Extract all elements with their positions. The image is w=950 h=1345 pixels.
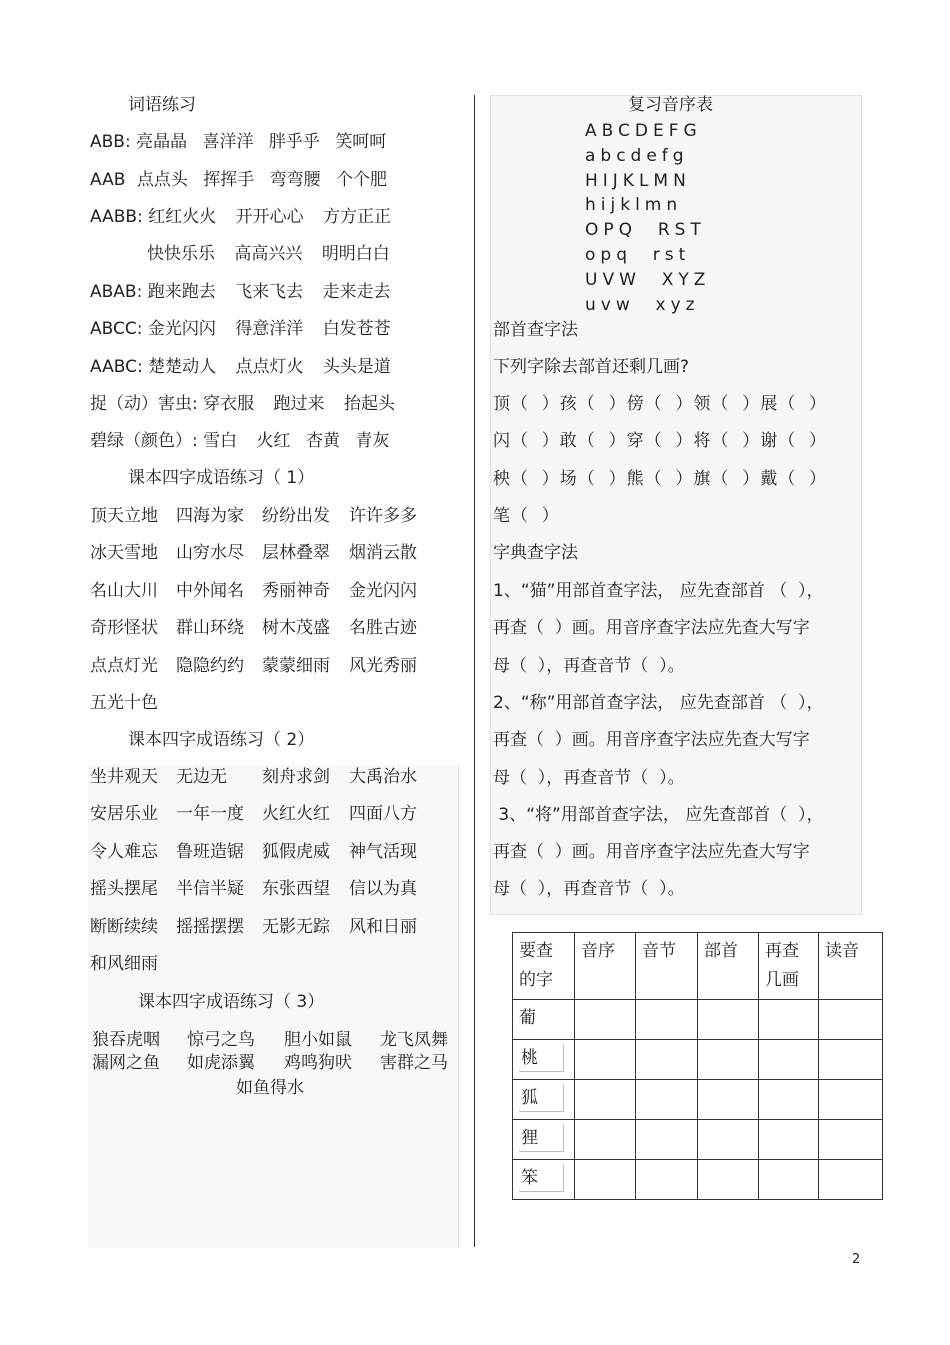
word: 胖乎乎 [268, 132, 320, 152]
alphabet-row: OPQ RST [585, 220, 706, 241]
alphabet-row: abcdefg [585, 145, 689, 166]
idiom-item: 惊弓之鸟 [187, 1030, 255, 1050]
word: 青灰 [355, 431, 390, 451]
word: 头头是道 [322, 357, 391, 377]
word: 挥挥手 [203, 170, 255, 190]
idiom-item: 隐隐约约 [176, 655, 244, 676]
idiom-item: 五光十色 [90, 693, 158, 713]
idiom-item: 奇形怪状 [90, 618, 158, 639]
word: 点点头 [136, 170, 188, 190]
answer-cell[interactable] [759, 1000, 819, 1040]
word: 雪白 [203, 431, 238, 451]
row-label: ABAB: [90, 282, 143, 302]
dictionary-line: 2、“称”用部首查字法， 应先查部首 （ ）， [493, 692, 824, 713]
aabb-row [90, 207, 391, 227]
dictionary-line: 母（ ），再查音节（ ）。 [493, 655, 685, 676]
row-label: ABCC: [90, 319, 143, 339]
idiom-item: 无边无 [176, 767, 227, 787]
alphabet-row: opq rst [585, 245, 691, 265]
idiom-item: 漏网之鱼 [92, 1053, 160, 1073]
section-title-idioms-1: 课本四字成语练习（ 1） [128, 468, 315, 488]
idiom-item: 鸡鸣狗吠 [284, 1053, 352, 1073]
word: 弯弯腰 [269, 170, 321, 190]
idiom-item: 群山环绕 [176, 618, 244, 639]
header-cell: 读音 [819, 933, 883, 1000]
word: 跑来跑去 [147, 282, 216, 302]
alphabet-row: UVW XYZ [585, 269, 711, 290]
abcc-row [90, 319, 391, 339]
alphabet-title: 复习音序表 [628, 95, 713, 115]
section-title-word-practice: 词语练习 [128, 95, 196, 115]
section-title-idioms-2: 课本四字成语练习（ 2） [128, 730, 315, 750]
idiom-item: 东张西望 [262, 879, 330, 900]
idiom-item: 名胜古迹 [349, 618, 417, 639]
alphabet-row: ABCDEFG [585, 121, 702, 141]
radical-row: 笔（ ） [493, 505, 560, 526]
page-number: 2 [852, 1252, 861, 1267]
idiom-item: 火红火红 [262, 804, 330, 825]
answer-cell[interactable] [636, 1120, 698, 1160]
idiom-item: 冰天雪地 [90, 543, 158, 564]
idiom-item: 刻舟求剑 [262, 767, 330, 787]
answer-cell[interactable] [698, 1160, 759, 1200]
lookup-char: 葡 [513, 1000, 575, 1040]
table-row [513, 1160, 883, 1200]
radical-method-title: 部首查字法 [493, 320, 578, 340]
idiom-item: 害群之马 [380, 1053, 448, 1073]
idiom-item: 四面八方 [349, 804, 417, 825]
answer-cell[interactable] [636, 1000, 698, 1040]
word: 开开心心 [235, 207, 304, 227]
answer-cell[interactable] [698, 1080, 759, 1120]
idiom-item: 风和日丽 [349, 916, 417, 937]
row-label: AABB: [90, 207, 143, 227]
idiom-item: 层林叠翠 [262, 543, 330, 564]
word: 红红火火 [148, 207, 217, 227]
dictionary-line: 3、“将”用部首查字法， 应先查部首（ ）， [493, 804, 824, 825]
radical-row: 秧（ ）场（ ）熊（ ）旗（ ）戴（ ） [493, 468, 828, 489]
lookup-char-cell [513, 1160, 575, 1200]
answer-cell[interactable] [636, 1080, 698, 1120]
answer-cell[interactable] [636, 1040, 698, 1080]
word: 穿衣服 [203, 394, 255, 414]
answer-cell[interactable] [759, 1160, 819, 1200]
idiom-item: 和风细雨 [90, 954, 158, 974]
idiom-item: 半信半疑 [176, 879, 244, 900]
table-row [513, 1040, 883, 1080]
aab-row [90, 170, 387, 190]
idiom-item: 鲁班造锯 [176, 841, 244, 862]
aabc-row [90, 357, 391, 377]
idiom-item: 大禹治水 [349, 767, 417, 787]
answer-cell[interactable] [575, 1160, 636, 1200]
dictionary-line: 再查（ ）画。用音序查字法应先查大写字 [493, 618, 810, 639]
answer-cell[interactable] [575, 1040, 636, 1080]
answer-cell[interactable] [819, 1160, 883, 1200]
idiom-item: 点点灯光 [90, 655, 158, 676]
lookup-char: 桃 [519, 1045, 564, 1072]
row-label: AABC: [90, 357, 143, 377]
idiom-item: 如虎添翼 [187, 1053, 255, 1073]
word: 方方正正 [323, 207, 392, 227]
lookup-char-cell [513, 1080, 575, 1120]
header-cell: 音节 [636, 933, 698, 1000]
idiom-item: 如鱼得水 [236, 1078, 304, 1098]
header-cell: 音序 [575, 933, 636, 1000]
idiom-item: 坐井观天 [90, 767, 158, 787]
dictionary-line: 再查（ ）画。用音序查字法应先查大写字 [493, 730, 810, 751]
table-row [513, 1000, 883, 1040]
answer-cell[interactable] [819, 1040, 883, 1080]
catch-insect-row [90, 394, 395, 414]
dictionary-method-title: 字典查字法 [493, 543, 578, 563]
idiom-item: 神气活现 [349, 841, 417, 862]
idiom-item: 信以为真 [349, 879, 417, 900]
idiom-item: 蒙蒙细雨 [262, 655, 330, 676]
idiom-item: 名山大川 [90, 580, 158, 601]
answer-cell[interactable] [698, 1000, 759, 1040]
word: 得意洋洋 [235, 319, 304, 339]
answer-cell[interactable] [819, 1000, 883, 1040]
alphabet-row: hijklmn [585, 195, 683, 216]
dictionary-line: 母（ ），再查音节（ ）。 [493, 879, 685, 900]
idiom-item: 秀丽神奇 [262, 580, 330, 601]
answer-cell[interactable] [759, 1080, 819, 1120]
answer-cell[interactable] [575, 1120, 636, 1160]
word: 白发苍苍 [322, 319, 391, 339]
answer-cell[interactable] [575, 1000, 636, 1040]
idiom-item: 一年一度 [176, 804, 244, 825]
idiom-item: 金光闪闪 [349, 580, 417, 601]
lookup-char: 笨 [519, 1165, 564, 1192]
header-cell: 再查 几画 [759, 933, 819, 1000]
idiom-item: 四海为家 [176, 506, 244, 526]
word: 飞来飞去 [235, 282, 304, 302]
answer-cell[interactable] [819, 1080, 883, 1120]
dictionary-line: 再查（ ）画。用音序查字法应先查大写字 [493, 842, 810, 863]
alphabet-row: uvw xyz [585, 294, 700, 315]
word: 个个肥 [336, 170, 388, 190]
answer-cell[interactable] [698, 1040, 759, 1080]
alphabet-row: HIJKLMN [585, 170, 691, 191]
idiom-item: 中外闻名 [176, 580, 244, 601]
lookup-char-cell [513, 1040, 575, 1080]
word: 点点灯火 [235, 357, 304, 377]
word: 快快乐乐 [147, 244, 215, 264]
idiom-item: 顶天立地 [90, 506, 158, 526]
idiom-item: 狼吞虎咽 [92, 1030, 160, 1050]
idiom-item: 无影无踪 [262, 916, 330, 937]
radical-row: 闪（ ）敢（ ）穿（ ）将（ ）谢（ ） [493, 431, 828, 452]
word: 火红 [256, 431, 291, 451]
dictionary-line: 母（ ），再查音节（ ）。 [493, 767, 685, 788]
column-divider [474, 95, 475, 1247]
header-cell: 要查 的字 [513, 933, 575, 1000]
color-row [90, 431, 389, 451]
word: 楚楚动人 [148, 357, 217, 377]
word: 明明白白 [321, 244, 390, 264]
answer-cell[interactable] [819, 1120, 883, 1160]
dictionary-line: 1、“猫”用部首查字法， 应先查部首 （ ）， [493, 581, 824, 601]
idiom-item: 安居乐业 [90, 804, 158, 825]
answer-cell[interactable] [759, 1120, 819, 1160]
table-header-row [513, 933, 883, 1000]
answer-cell[interactable] [575, 1080, 636, 1120]
radical-question: 下列字除去部首还剩几画? [493, 357, 690, 377]
aabb-row-2 [147, 244, 390, 264]
idiom-item: 烟消云散 [349, 543, 417, 564]
idiom-item: 龙飞凤舞 [380, 1030, 448, 1050]
idiom-item: 摇摇摆摆 [176, 916, 244, 937]
word: 高高兴兴 [234, 244, 303, 264]
idiom-item: 山穷水尽 [176, 543, 244, 564]
table-row [513, 1120, 883, 1160]
word: 走来走去 [322, 282, 391, 302]
word: 笑呵呵 [335, 132, 387, 152]
row-label: AAB [90, 170, 126, 190]
idiom-item: 树木茂盛 [262, 618, 330, 639]
lookup-char: 狐 [519, 1085, 564, 1112]
table-row [513, 1080, 883, 1120]
idiom-item: 断断续续 [90, 916, 158, 937]
answer-cell[interactable] [698, 1120, 759, 1160]
row-label: 捉（动）害虫: [90, 394, 198, 414]
answer-cell[interactable] [636, 1160, 698, 1200]
word: 跑过来 [273, 394, 325, 414]
header-cell: 部首 [698, 933, 759, 1000]
word: 喜洋洋 [202, 132, 254, 152]
idiom-item: 胆小如鼠 [284, 1030, 352, 1050]
idiom-item: 许许多多 [349, 506, 417, 526]
word: 抬起头 [343, 394, 395, 414]
abb-row [90, 132, 386, 152]
word: 杏黄 [305, 431, 340, 451]
section-title-idioms-3: 课本四字成语练习（ 3） [138, 992, 325, 1012]
idiom-item: 纷纷出发 [262, 506, 330, 526]
row-label: ABB: [90, 132, 131, 152]
radical-row: 顶（ ）孩（ ）傍（ ）领（ ）展（ ） [493, 394, 828, 414]
row-label: 碧绿（颜色）: [90, 431, 198, 451]
lookup-char: 狸 [519, 1125, 564, 1152]
idiom-item: 狐假虎威 [262, 841, 330, 862]
answer-cell[interactable] [759, 1040, 819, 1080]
word: 金光闪闪 [147, 319, 216, 339]
character-lookup-table [512, 932, 883, 1200]
idiom-item: 令人难忘 [90, 841, 158, 862]
abab-row [90, 282, 391, 302]
word: 亮晶晶 [136, 132, 188, 152]
idiom-item: 摇头摆尾 [90, 879, 158, 900]
idiom-item: 风光秀丽 [349, 655, 417, 676]
lookup-char-cell [513, 1120, 575, 1160]
